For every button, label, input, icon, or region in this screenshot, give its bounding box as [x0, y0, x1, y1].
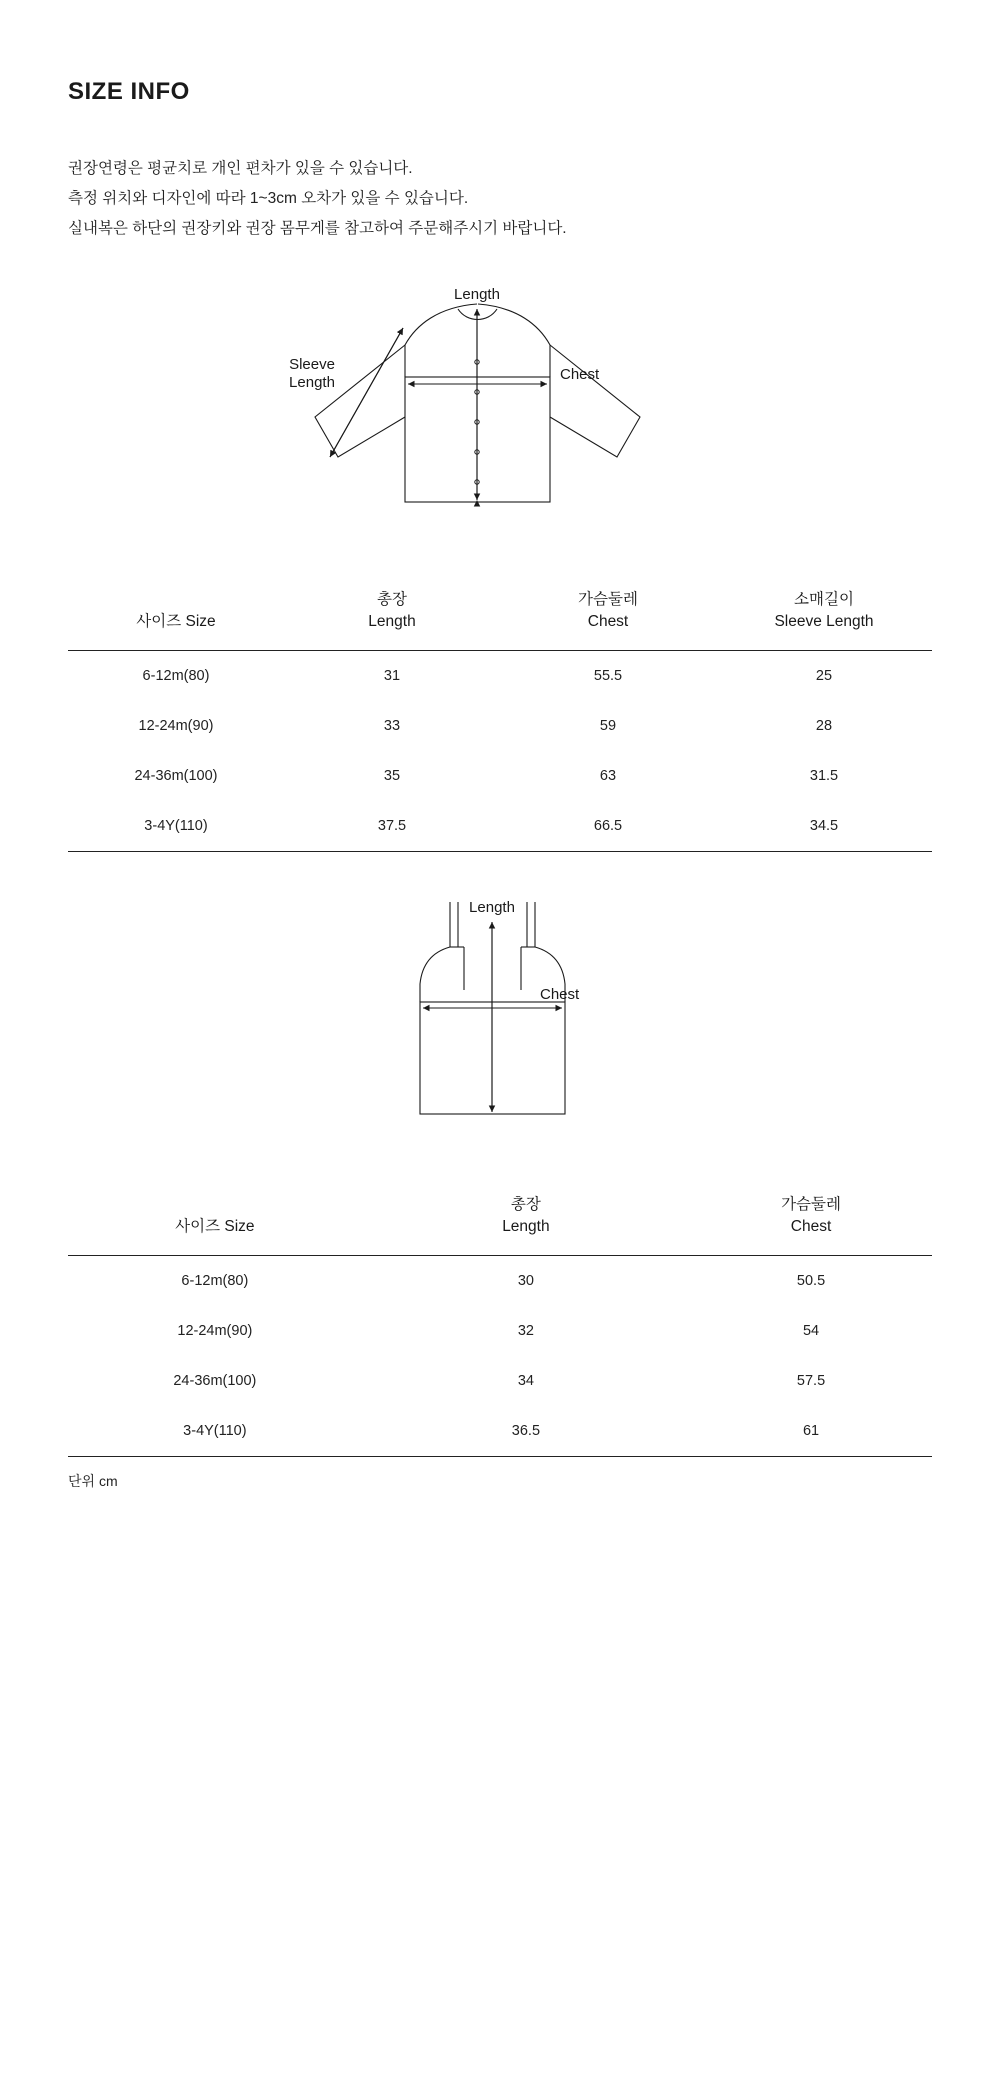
cell-size: 3-4Y(110)	[68, 1406, 362, 1457]
cell-chest: 61	[690, 1406, 932, 1457]
cell-length: 32	[517, 1322, 534, 1339]
header-length: 총장 Length	[362, 1184, 690, 1255]
table-header-row	[68, 579, 932, 650]
chest-label: Chest	[560, 365, 600, 383]
cell-length: 30	[517, 1272, 534, 1289]
sleeve-label-line1: Sleeve	[289, 355, 335, 373]
note-line-2: 측정 위치와 디자인에 따라 1~3cm 오차가 있을 수 있습니다.	[68, 190, 469, 208]
cell-chest: 55.5	[593, 667, 623, 684]
cell-chest: 59	[599, 717, 617, 734]
table-row	[68, 801, 932, 852]
sleeve-measure-arrow-2	[330, 328, 403, 457]
cell-size: 6-12m(80)	[181, 1272, 249, 1289]
unit-note: 단위 cm	[68, 1472, 118, 1489]
note-line-1: 권장연령은 평균치로 개인 편차가 있을 수 있습니다.	[68, 160, 413, 177]
cell-length: 37.5	[284, 801, 500, 852]
cell-sleeve: 25	[815, 667, 833, 684]
table-row	[68, 1306, 932, 1356]
cell-sleeve: 31.5	[809, 767, 839, 784]
garment-left-shoulder	[405, 304, 477, 377]
cell-sleeve: 34.5	[716, 801, 932, 852]
note-line-3: 실내복은 하단의 권장키와 권장 몸무게를 참고하여 주문해주시기 바랍니다.	[68, 220, 567, 238]
cell-length: 36.5	[362, 1406, 690, 1457]
header-length: 총장 Length	[284, 579, 500, 650]
overall-diagram-wrap	[68, 892, 932, 1142]
cell-length: 33	[383, 717, 401, 734]
cell-length: 34	[517, 1372, 534, 1389]
overall-length-label: Length	[469, 898, 515, 916]
overall-diagram	[220, 892, 780, 1142]
sleeve-label-line2: Length	[289, 373, 335, 391]
cell-size: 3-4Y(110)	[68, 801, 284, 852]
table-row	[68, 751, 932, 801]
cardigan-diagram	[220, 287, 780, 537]
notes-block	[68, 154, 932, 245]
cell-sleeve: 28	[815, 717, 833, 734]
table-row	[68, 701, 932, 751]
cell-size: 6-12m(80)	[142, 667, 210, 684]
length-label: Length	[454, 286, 500, 303]
cell-length: 31	[383, 667, 401, 684]
page-title: SIZE INFO	[68, 78, 190, 105]
table-row	[68, 1255, 932, 1306]
garment-right-shoulder	[478, 304, 550, 377]
table-header-row	[68, 1184, 932, 1255]
cell-size: 12-24m(90)	[177, 1322, 253, 1339]
cell-chest: 50.5	[796, 1272, 826, 1289]
header-size: 사이즈 Size	[68, 1184, 362, 1255]
garment-right-sleeve	[550, 345, 640, 457]
overall-chest-label: Chest	[540, 985, 580, 1003]
cell-length: 35	[383, 767, 401, 784]
cell-size: 24-36m(100)	[173, 1372, 257, 1389]
header-chest: 가슴둘레 Chest	[690, 1184, 932, 1255]
size-table-bottom	[68, 1184, 932, 1457]
size-table-top	[68, 579, 932, 852]
bottom-spacer	[68, 1491, 932, 1551]
cardigan-diagram-wrap	[68, 287, 932, 537]
header-sleeve-length: 소매길이 Sleeve Length	[716, 579, 932, 650]
cell-size: 12-24m(90)	[138, 717, 214, 734]
cell-chest: 63	[599, 767, 617, 784]
table-row	[68, 650, 932, 701]
cell-chest: 54	[802, 1322, 820, 1339]
cell-chest: 57.5	[796, 1372, 826, 1389]
table-row	[68, 1406, 932, 1457]
cell-size: 24-36m(100)	[134, 767, 218, 784]
header-size: 사이즈 Size	[68, 579, 284, 650]
overall-left-side	[420, 947, 450, 1002]
header-chest: 가슴둘레 Chest	[500, 579, 716, 650]
cell-chest: 66.5	[500, 801, 716, 852]
table-row	[68, 1356, 932, 1406]
